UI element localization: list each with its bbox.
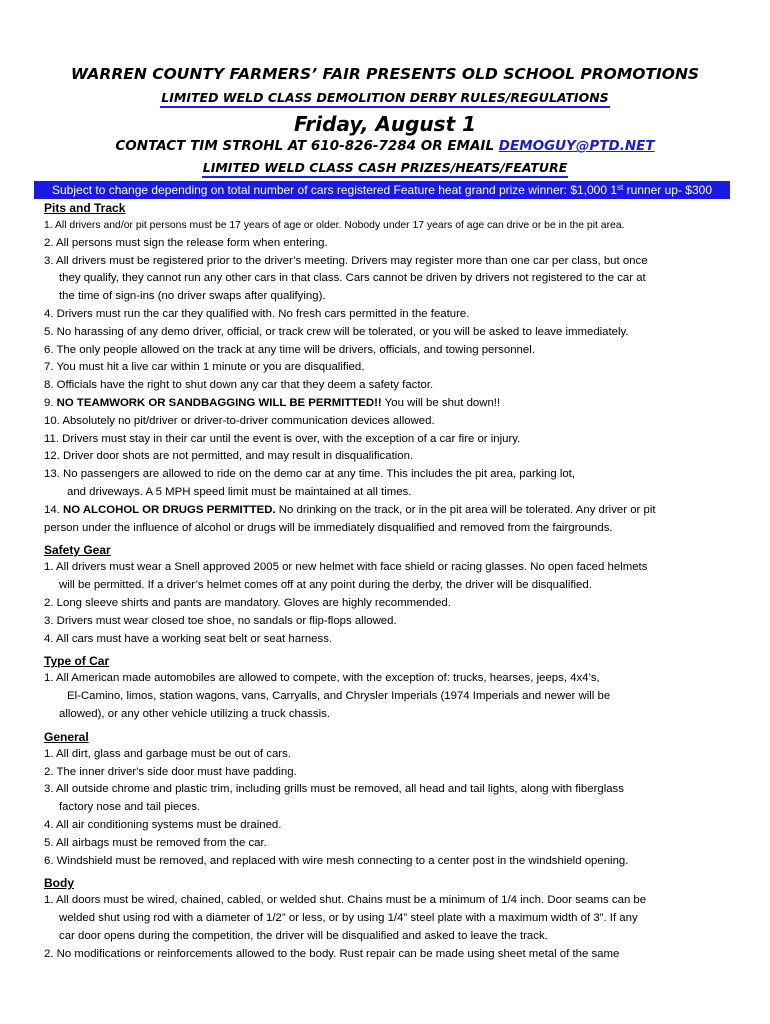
rule-item: 1. All drivers and/or pit persons must be 17 years of age or older. Nobody under 17 years of age can drive or be in the pit area. (44, 220, 625, 231)
title-line: WARREN COUNTY FARMERS’ FAIR PRESENTS OLD SCHOOL PROMOTIONS (70, 65, 700, 83)
rule-item: 2. All persons must sign the release form when entering. (44, 236, 328, 249)
contact-text: CONTACT TIM STROHL AT 610-826-7284 OR EMAIL (115, 138, 499, 154)
section-title-pits: Pits and Track (44, 201, 126, 215)
prize-banner-sup: st (617, 183, 624, 192)
subtitle-rules (0, 92, 770, 105)
section-title-type-of-car: Type of Car (44, 654, 110, 669)
rule-item: 12. Driver door shots are not permitted, and may result in disqualification. (44, 450, 414, 463)
rule-emphasis: NO ALCOHOL OR DRUGS PERMITTED. (63, 503, 276, 516)
cash-prizes-heading (0, 162, 770, 175)
rule-item-continued: El-Camino, limos, station wagons, vans, Carryalls, and Chrysler Imperials (1974 Imperials and newer will be (67, 690, 611, 703)
rule-item-continued: allowed), or any other vehicle utilizing a truck chassis. (59, 707, 330, 720)
cash-prizes-heading-text: LIMITED WELD CLASS CASH PRIZES/HEATS/FEATURE (202, 160, 568, 178)
event-date: Friday, August 1 (293, 112, 477, 136)
section-title-general: General (44, 729, 89, 744)
rule-item: 6. The only people allowed on the track at any time will be drivers, officials, and towing personnel. (44, 343, 535, 356)
prize-banner-text-a: Subject to change depending on total number of cars registered Feature heat grand prize winner: $1,000 1 (52, 183, 618, 197)
rule-number: 9. (44, 396, 57, 409)
rule-number: 14. (44, 503, 63, 516)
rule-item: 3. All outside chrome and plastic trim, including grills must be removed, all head and tail lights, along with fiberglass (44, 783, 624, 796)
rule-item: 8. Officials have the right to shut down any car that they deem a safety factor. (44, 379, 434, 392)
rule-text: You will be shut down!! (381, 396, 501, 409)
rule-item (44, 395, 724, 413)
rule-item-continued: factory nose and tail pieces. (59, 801, 201, 814)
rule-item: 7. You must hit a live car within 1 minute or you are disqualified. (44, 361, 365, 374)
contact-email-link[interactable]: DEMOGUY@PTD.NET (498, 138, 655, 154)
rule-item: 2. Long sleeve shirts and pants are mandatory. Gloves are highly recommended. (44, 596, 451, 609)
rule-item: 5. No harassing of any demo driver, official, or track crew will be tolerated, or you will be asked to leave immediately. (44, 325, 629, 338)
rule-item: 11. Drivers must stay in their car until the event is over, with the exception of a car fire or injury. (44, 432, 521, 445)
rule-item: 4. All cars must have a working seat belt or seat harness. (44, 632, 333, 645)
rule-item-continued: and driveways. A 5 MPH speed limit must be maintained at all times. (67, 485, 412, 498)
rule-emphasis: NO TEAMWORK OR SANDBAGGING WILL BE PERMITTED!! (56, 396, 382, 409)
rule-item-continued: welded shut using rod with a diameter of 1/2” or less, or by using 1/4” steel plate with a maximum width of 3”. If any (59, 912, 638, 925)
rule-item: 13. No passengers are allowed to ride on the demo car at any time. This includes the pit area, parking lot, (44, 468, 576, 481)
rule-text: No drinking on the track, or in the pit area will be tolerated. Any driver or pit (275, 503, 656, 516)
rule-item: 4. Drivers must run the car they qualified with. No fresh cars permitted in the feature. (44, 307, 470, 320)
rule-item: 1. All drivers must wear a Snell approved 2005 or new helmet with face shield or racing glasses. No open faced helmets (44, 561, 648, 574)
rule-item: 10. Absolutely no pit/driver or driver-to-driver communication devices allowed. (44, 414, 435, 427)
rule-item: 4. All air conditioning systems must be drained. (44, 818, 282, 831)
rule-item-continued: the time of sign-ins (no driver swaps after qualifying). (59, 290, 326, 303)
rule-item-continued: they qualify, they cannot run any other cars in that class. Cars cannot be driven by drivers not registered to the car at (59, 272, 646, 285)
rule-item: 6. Windshield must be removed, and replaced with wire mesh connecting to a center post in the windshield opening. (44, 854, 629, 867)
rule-item: 3. Drivers must wear closed toe shoe, no sandals or flip-flops allowed. (44, 614, 397, 627)
rule-item-continued: person under the influence of alcohol or drugs will be immediately disqualified and removed from the fairgrounds. (44, 521, 613, 534)
prize-banner (34, 181, 730, 199)
prize-banner-text-b: runner up- $300 (623, 183, 712, 197)
rule-item: 2. No modifications or reinforcements allowed to the body. Rust repair can be made using sheet metal of the same (44, 947, 620, 960)
rule-item (44, 502, 724, 520)
rules-body (44, 199, 724, 963)
rule-item: 1. All dirt, glass and garbage must be out of cars. (44, 747, 291, 760)
subtitle-rules-text: LIMITED WELD CLASS DEMOLITION DERBY RULES/REGULATIONS (160, 90, 609, 108)
contact-line (0, 140, 770, 154)
section-title-body: Body (44, 876, 74, 891)
rule-item: 5. All airbags must be removed from the car. (44, 836, 267, 849)
rule-item-continued: will be permitted. If a driver’s helmet comes off at any point during the derby, the driver will be disqualified. (59, 579, 592, 592)
rule-item-continued: car door opens during the competition, the driver will be disqualified and asked to leave the track. (59, 929, 548, 942)
rule-item: 2. The inner driver's side door must have padding. (44, 765, 297, 778)
rule-item: 1. All American made automobiles are allowed to compete, with the exception of: trucks, hearses, jeeps, 4x4’s, (44, 672, 600, 685)
section-title-safety: Safety Gear (44, 543, 111, 558)
rule-item: 1. All doors must be wired, chained, cabled, or welded shut. Chains must be a minimum of 1/4 inch. Door seams can be (44, 894, 647, 907)
rule-item: 3. All drivers must be registered prior to the driver’s meeting. Drivers may register more than one car per class, but once (44, 254, 648, 267)
